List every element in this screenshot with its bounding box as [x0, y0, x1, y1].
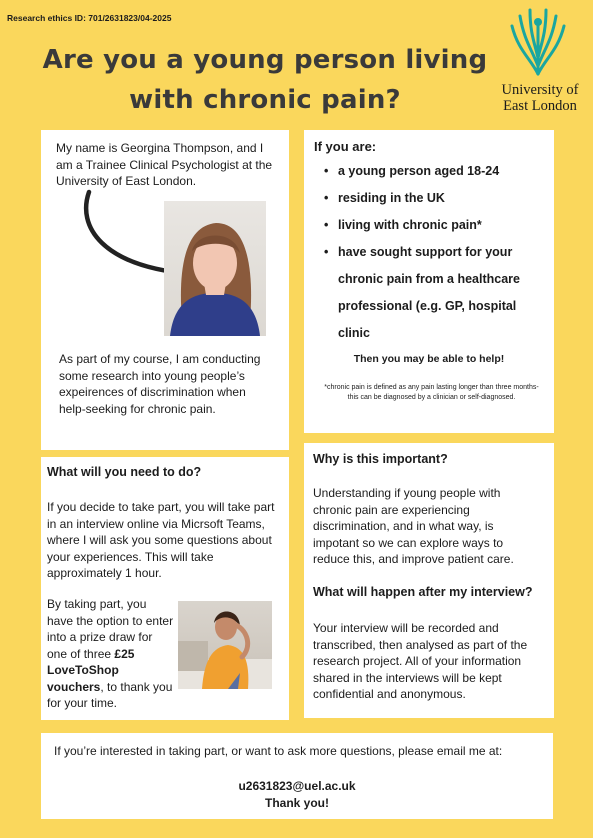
- uel-phoenix-logo-icon: [508, 6, 568, 78]
- todo-text: If you decide to take part, you will take part in an interview online via Micrsoft Teams, where I will ask you some questions about your experiences. This will take approximately 1 hour.: [47, 500, 275, 580]
- page-title: Are you a young person living with chronic pain?: [42, 45, 488, 115]
- after-heading: What will happen after my interview?: [313, 585, 533, 599]
- eligibility-list: [324, 158, 544, 347]
- list-item: • have sought support for your chronic pain from a healthcare professional (e.g. GP, hospital clinic: [324, 239, 544, 347]
- contact-text: If you’re interested in taking part, or want to ask more questions, please email me at:: [54, 744, 503, 758]
- todo-box: [41, 457, 289, 720]
- eligibility-box: [304, 130, 554, 433]
- after-text: Your interview will be recorded and transcribed, then analysed as part of the research project. All of your information shared in the interviews will be kept confidential and anonymous.: [313, 621, 528, 701]
- course-text: As part of my course, I am conducting some research into young people’s expeirences of discrimination when help-seeking for chronic pain.: [59, 352, 261, 416]
- university-name: University of East London: [501, 82, 579, 114]
- why-text: Understanding if young people with chronic pain are experiencing discrimination, and in what way, is impotant so we can explore ways to reduce this, and improve patient care.: [313, 486, 514, 566]
- participant-photo: [178, 601, 272, 689]
- voucher-highlight: £25 LoveToShop vouchers: [47, 646, 135, 694]
- list-item: • living with chronic pain*: [324, 212, 544, 239]
- contact-box: [41, 733, 553, 819]
- prize-text-end: , to thank you for your time.: [47, 679, 173, 710]
- todo-heading: What will you need to do?: [47, 465, 202, 479]
- thank-you-text: Thank you!: [264, 796, 329, 810]
- eligibility-heading: If you are:: [314, 139, 377, 154]
- list-item: • residing in the UK: [324, 185, 544, 212]
- help-callout: Then you may be able to help!: [353, 353, 505, 365]
- prize-text-start: By taking part, you have the option to enter into a prize draw for one of three: [47, 597, 174, 661]
- intro-text: My name is Georgina Thompson, and I am a Trainee Clinical Psychologist at the University of East London.: [56, 141, 273, 188]
- researcher-photo: [164, 201, 266, 336]
- prize-text: [47, 596, 175, 712]
- university-logo: [490, 6, 590, 118]
- ethics-id: Research ethics ID: 701/2631823/04-2025: [7, 13, 172, 23]
- intro-box: [41, 130, 289, 450]
- contact-email-link[interactable]: u2631823@uel.ac.uk: [238, 779, 356, 793]
- list-item: • a young person aged 18-24: [324, 158, 544, 185]
- chronic-pain-footnote: *chronic pain is defined as any pain lasting longer than three months- this can be diagnosed by a clinician or self-diagnosed.: [324, 384, 539, 401]
- why-box: [304, 443, 554, 718]
- why-heading: Why is this important?: [313, 452, 448, 466]
